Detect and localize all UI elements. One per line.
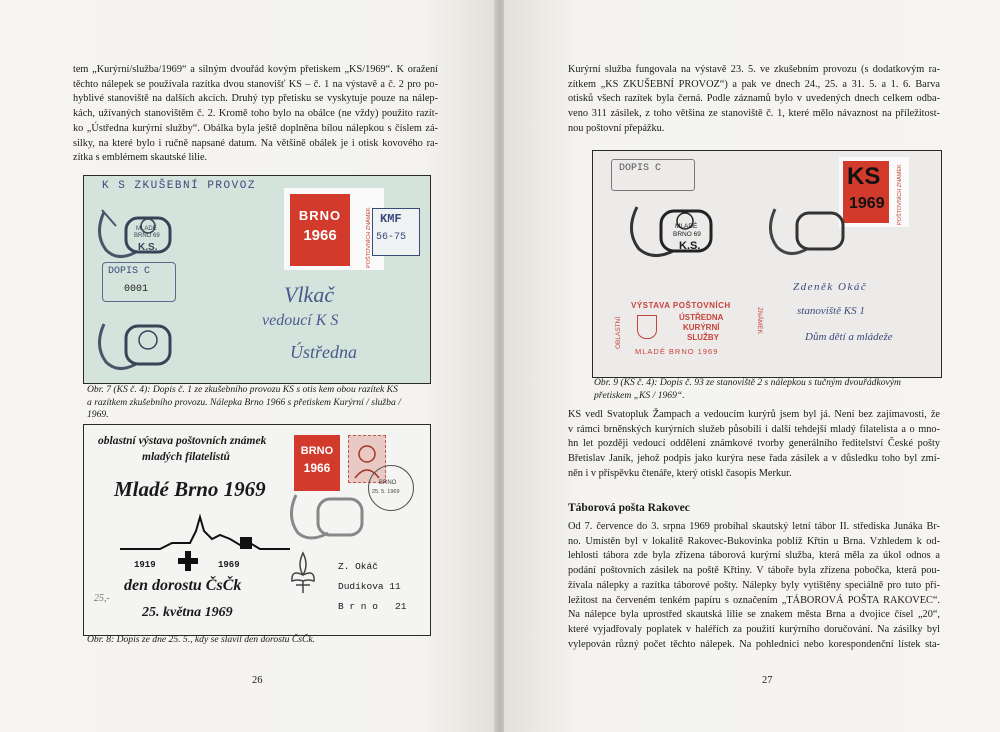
zkusebni-provoz-stamp: K S ZKUŠEBNÍ PROVOZ xyxy=(102,180,256,192)
paragraph-line: zítkem „KS ZKUŠEBNÍ PROVOZ“) a pak ve dnech 24., 25. a 31. 5. a 1. 6. Barva xyxy=(568,78,940,90)
right-paragraph-1 xyxy=(568,63,940,137)
right-paragraph-3 xyxy=(568,520,940,652)
envelope-subtitle: den dorostu ČsČk xyxy=(124,577,242,594)
handwriting: Vlkač xyxy=(284,282,335,307)
stamp-side-text: POŠTOVNÍCH ZNÁMEK xyxy=(897,164,903,225)
figure-8-caption: Obr. 8: Dopis ze dne 25. 5., kdy se slavil den dorostu ČsČk. xyxy=(87,634,316,645)
emblem-text: MLADÉ xyxy=(136,226,157,232)
handwriting: vedoucí K S xyxy=(262,312,339,329)
page-number: 26 xyxy=(252,675,263,686)
red-stamp-bottom: MLADÉ BRNO 1969 xyxy=(635,347,719,356)
paragraph-line: Břetislav Janík, jehož podpis jako kurýra nese řada zásilek a v důsledku toho byl zmí- xyxy=(568,453,940,465)
red-stamp-middle: ÚSTŘEDNA xyxy=(679,313,724,322)
left-paragraph xyxy=(73,63,438,166)
dopis-label: DOPIS C xyxy=(619,163,662,174)
kmf-label: KMF xyxy=(380,212,402,226)
paragraph-line: tem „Kurýrní/služba/1969“ a silným dvouřád kovým přetiskem „KS/1969“. K oražení xyxy=(73,64,438,75)
paragraph-line: něn i v příspěvku čtenáře, který otiskl časopis Merkur. xyxy=(568,467,792,479)
emblem-text: MLADÉ xyxy=(675,223,698,230)
year-right: 1969 xyxy=(218,560,240,570)
stamp-side-text: POŠTOVNÍCH ZNÁMEK xyxy=(366,207,372,268)
red-stamp-left: OBLASTNÍ xyxy=(615,316,622,349)
paragraph-line: ko „Ústředna kurýrní služby“. Obálka byla ještě doplněna bílou nálepkou s číslem zá- xyxy=(73,122,438,134)
envelope-header: oblastní výstava poštovních známek xyxy=(98,435,267,447)
pencil-note: 25,- xyxy=(94,593,110,604)
paragraph-line: KS vedl Svatopluk Žampach a vedoucím kurýrů jsem byl já. Není bez zajímavosti, že xyxy=(568,409,940,420)
emblem-text: BRNO 69 xyxy=(673,231,701,238)
postmark-text: BRNO xyxy=(379,480,397,486)
round-postmark xyxy=(368,465,414,511)
caption-line: 1969. xyxy=(87,409,109,420)
paragraph-line: těchto nálepek se používala razítka dvou stanovišť KS – č. 1 na výstavě a č. 2 pro po- xyxy=(73,78,438,90)
red-stamp-middle: SLUŽBY xyxy=(687,333,719,342)
paragraph-line: vylepován různý počet těchto nálepek. Na pohlednici nebo korespondenční lístek sta- xyxy=(568,638,940,650)
figure-7-caption xyxy=(87,384,432,422)
ks-overprint-year: 1969 xyxy=(849,195,885,212)
caption-line: a razítkem zkušebního provozu. Nálepka Brno 1966 s přetiskem Kurýrní / služba / xyxy=(87,396,401,408)
red-stamp-right: ZNÁMEK xyxy=(756,307,763,335)
red-stamp-middle: KURÝRNÍ xyxy=(683,323,720,332)
paragraph-line: Kurýrní služba fungovala na výstavě 23. 5. ve zkušebním provozu (s dodatkovým ra- xyxy=(568,64,940,75)
stamp-line: 1966 xyxy=(303,227,337,244)
paragraph-line: kách, užívaných stanovištěm č. 2. Kromě toho bylo na obálce (ne vždy) použito razít- xyxy=(73,108,438,120)
red-brno-stamp xyxy=(290,194,350,266)
paragraph-line: nou poštovní přepážku. xyxy=(568,122,665,134)
envelope-date: 25. května 1969 xyxy=(142,605,233,620)
paragraph-line: v rámci brněnských kurýrních služeb působili i další tehdejší mladý filatelista a o mno- xyxy=(568,423,940,435)
handwriting: Ústředna xyxy=(290,342,357,362)
paragraph-line: Od 7. července do 3. srpna 1969 probíhal skautský letní tábor II. střediska Junáka Br- xyxy=(568,521,940,532)
paragraph-line: zítka s emblémem skautské lilie. xyxy=(73,152,208,164)
kmf-number: 56-75 xyxy=(376,232,407,243)
paragraph-line: ležitost na červeném tenkém papíru s označením „TÁBOROVÁ POŠTA RAKOVEC“. xyxy=(568,594,940,606)
red-brno-stamp xyxy=(294,435,340,491)
skyline-drawing xyxy=(120,509,290,553)
horn-emblem-icon xyxy=(92,316,182,378)
red-cross-icon xyxy=(178,551,198,571)
stamp-line: BRNO xyxy=(298,208,342,223)
red-stamp-top: VÝSTAVA POŠTOVNÍCH xyxy=(631,301,731,310)
caption-line: Obr. 9 (KS č. 4): Dopis č. 93 ze stanoviště 2 s nálepkou s tučným dvouřádkovým xyxy=(594,377,901,388)
page-number: 27 xyxy=(762,675,773,686)
paragraph-line: lehlosti tábora zde byla zřízena táborová kurýrní služba, která měla za úkol odnos a xyxy=(568,550,940,562)
paragraph-line: silky, na které bylo i ručně napsané datum. Na většině obálek je i otisk kovového ra- xyxy=(73,137,438,149)
emblem-ks: K.S. xyxy=(679,240,701,252)
envelope-title: Mladé Brno 1969 xyxy=(114,477,266,501)
caption-line: přetiskem „KS / 1969“. xyxy=(594,389,685,401)
figure-9-caption xyxy=(594,377,944,402)
paragraph-line: podání poštovních zásilek na poště Křtiny. V táboře byla zřízena pobočka, která pou- xyxy=(568,565,940,577)
stamp-line: BRNO xyxy=(300,445,334,457)
handwriting: Dům dětí a mládeže xyxy=(805,331,893,343)
dopis-label: DOPIS C xyxy=(108,266,151,277)
left-page xyxy=(0,0,496,732)
horn-emblem-icon xyxy=(763,201,853,265)
paragraph-line: hyblivé stanoviště na dalších akcích. Druhý typ přetisku se vyskytuje pouze na nálep- xyxy=(73,93,438,105)
paragraph-line: otisků všech razítek byla černá. Podle záznamů bylo v uvedených dnech celkem odba- xyxy=(568,93,940,105)
handwriting: Zdeněk Okáč xyxy=(793,281,868,293)
right-paragraph-2 xyxy=(568,408,940,482)
year-left: 1919 xyxy=(134,560,156,570)
emblem-ks: K.S. xyxy=(138,242,158,253)
city-crest-icon xyxy=(637,315,657,339)
paragraph-line: veno 311 zásilek, z toho většina ze stanoviště č. 1, které mělo návaznost na příležitost- xyxy=(568,108,940,120)
horn-emblem-icon xyxy=(284,487,374,547)
envelope-header: mladých filatelistů xyxy=(142,451,230,463)
figure-8-envelope xyxy=(83,424,431,636)
figure-9-envelope xyxy=(592,150,942,378)
stamp-line: 1966 xyxy=(303,461,331,475)
paragraph-line: které vyjadřovaly poplatek v haléřích za použití kurýrního doručování. Na zásilky byl xyxy=(568,623,940,635)
figure-7-envelope xyxy=(83,175,431,384)
handwriting: stanoviště KS 1 xyxy=(797,305,865,317)
scout-lily-icon xyxy=(288,551,318,595)
section-heading: Táborová pošta Rakovec xyxy=(568,502,690,514)
address-line: Z. Okáč xyxy=(338,561,378,572)
dopis-number: 0001 xyxy=(124,284,149,295)
emblem-text: BRNO 69 xyxy=(134,233,160,239)
vystava-red-stamp xyxy=(615,301,763,363)
address-line: B r n o 21 xyxy=(338,601,407,612)
postmark-date: 25. 5. 1969 xyxy=(372,489,400,495)
paragraph-line: no. Umístěn byl v lokalitě Rakovec-Bukovinka poblíž Křtin u Brna. Vzhledem k od- xyxy=(568,535,940,547)
paragraph-line: hn let později vedoucí oddělení známkové tvorby generálního ředitelství České pošty xyxy=(568,438,940,450)
right-page xyxy=(504,0,1000,732)
caption-line: Obr. 7 (KS č. 4): Dopis č. 1 ze zkušebního provozu KS s otis kem obou razítek KS xyxy=(87,384,398,395)
address-line: Dudíkova 11 xyxy=(338,581,401,592)
paragraph-line: žívala nálepky a razítka táborové pošty. Nálepky byly vytištěny speciálně pro tuto pří- xyxy=(568,579,940,591)
ks-overprint: KS xyxy=(847,163,881,190)
paragraph-line: Na nálepce byla uprostřed skautská lilie se znakem města Brna a dvojice čísel „20“, xyxy=(568,609,940,621)
